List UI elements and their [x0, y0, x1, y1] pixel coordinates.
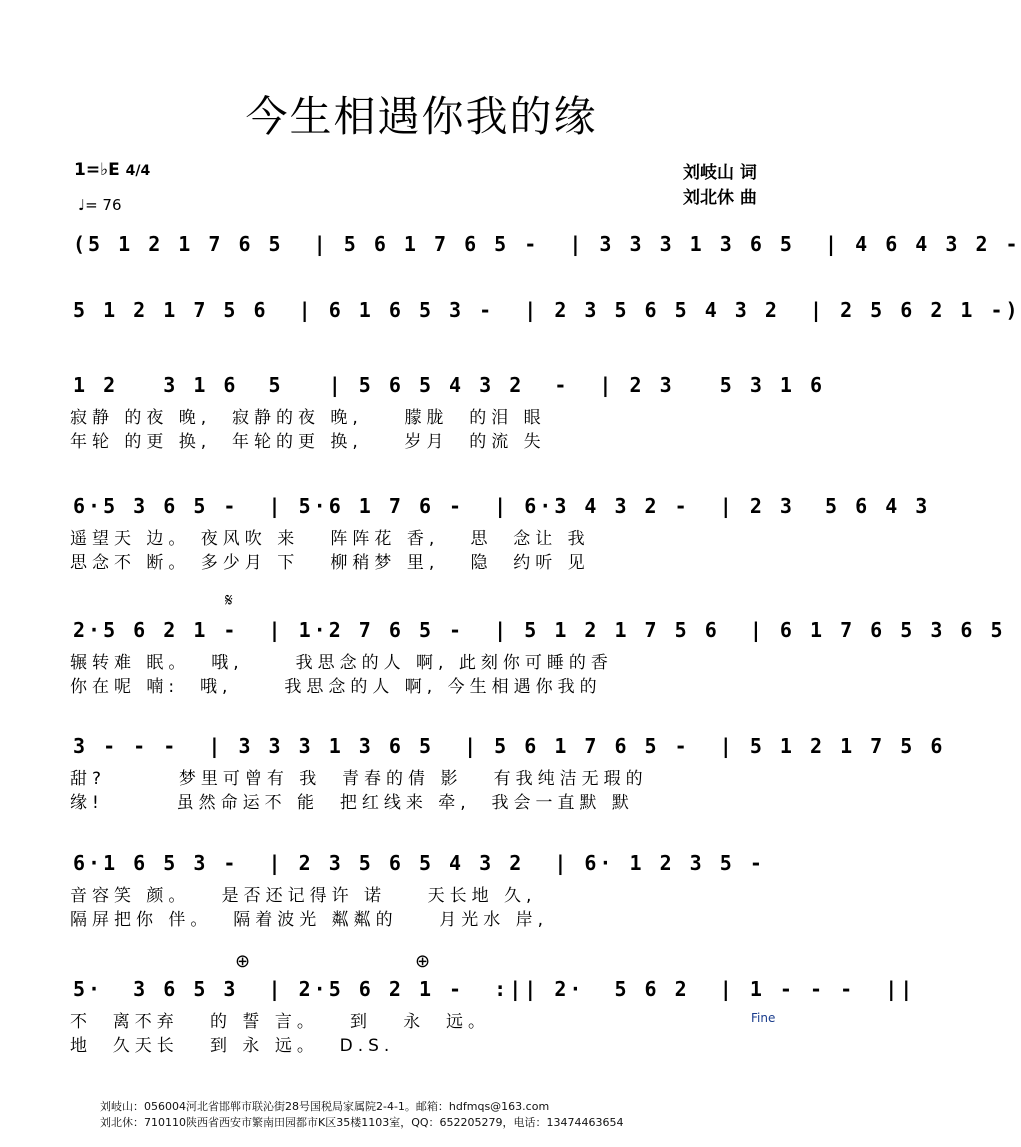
notes: 6·1 6 5 3 - | 2 3 5 6 5 4 3 2 | 6· 1 2 3 5 - — [73, 851, 765, 875]
lyrics-verse-2: 缘! 虽然命运不 能 把红线来 牵, 我会一直默 默 — [70, 793, 634, 813]
lyrics-verse-1: 寂静 的夜 晚, 寂静的夜 晚, 朦胧 的泪 眼 — [70, 408, 546, 428]
lyrics-verse-1: 不 离不弃 的 誓 言。 到 永 远。 — [70, 1012, 491, 1032]
footer-composer-address: 刘北休：710110陕西省西安市繁南田园都市K区35楼1103室，QQ：652205279，电话：13474463654 — [100, 1116, 624, 1129]
lyrics-verse-2: 你在呢 喃: 哦, 我思念的人 啊, 今生相遇你我的 — [70, 677, 602, 697]
score-line-7 — [65, 851, 785, 947]
score-line-6 — [65, 734, 946, 830]
notes: 5 1 2 1 7 5 6 | 6 1 6 5 3 - | 2 3 5 6 5 4 3 2 | 2 5 6 2 1 -) — [73, 298, 1021, 322]
lyrics-verse-1: 音容笑 颜。 是否还记得许 诺 天长地 久, — [70, 886, 537, 906]
song-title: 今生相遇你我的缘 — [245, 92, 598, 141]
notes: 5· 3 6 5 3 | 2·5 6 2 1 - :|| 2· 5 6 2 | 1 - - - || — [73, 977, 916, 1001]
notes: 1 2 3 1 6 5 | 5 6 5 4 3 2 - | 2 3 5 3 1 6 — [73, 373, 826, 397]
key-signature: 1=♭E 4/4 — [74, 160, 151, 180]
score-line-5 — [65, 590, 1006, 714]
score-line-3 — [65, 373, 826, 469]
lyrics-verse-2: 隔屏把你 伴。 隔着波光 粼粼的 月光水 岸, — [70, 910, 549, 930]
coda-icon: ⊕ — [415, 951, 431, 972]
segno-icon: 𝄋 — [225, 590, 233, 611]
lyrics-verse-1: 辗转难 眠。 哦, 我思念的人 啊, 此刻你可睡的香 — [70, 653, 613, 673]
coda-icon: ⊕ — [235, 951, 251, 972]
notes: 2·5 6 2 1 - | 1·2 7 6 5 - | 5 1 2 1 7 5 6 | 6 1 7 6 5 3 6 5 — [73, 618, 1006, 642]
score-line-8 — [65, 951, 916, 1073]
notes: 3 - - - | 3 3 3 1 3 6 5 | 5 6 1 7 6 5 - | 5 1 2 1 7 5 6 — [73, 734, 946, 758]
lyrics-verse-2: 年轮 的更 换, 年轮的更 换, 岁月 的流 失 — [70, 432, 546, 452]
score-line-4 — [65, 494, 931, 590]
lyrics-verse-2: 思念不 断。 多少月 下 柳稍梦 里, 隐 约听 见 — [70, 553, 590, 573]
lyrics-verse-1: 遥望天 边。 夜风吹 来 阵阵花 香, 思 念让 我 — [70, 529, 590, 549]
fine-marking: Fine — [751, 1011, 776, 1025]
lyricist-credit: 刘岐山 词 — [683, 163, 757, 183]
tempo-marking: ♩= 76 — [78, 196, 122, 214]
composer-credit: 刘北休 曲 — [683, 188, 757, 208]
notes: (5 1 2 1 7 6 5 | 5 6 1 7 6 5 - | 3 3 3 1 3 6 5 | 4 6 4 3 2 - — [73, 232, 1021, 256]
footer-lyricist-address: 刘岐山：056004河北省邯郸市联沁街28号国税局家属院2-4-1。邮箱：hdfmqs@163.com — [100, 1100, 550, 1113]
lyrics-verse-2: 地 久天长 到 永 远。 D.S. — [70, 1036, 395, 1056]
lyrics-verse-1: 甜? 梦里可曾有 我 青春的倩 影 有我纯洁无瑕的 — [70, 769, 648, 789]
notes: 6·5 3 6 5 - | 5·6 1 7 6 - | 6·3 4 3 2 - | 2 3 5 6 4 3 — [73, 494, 931, 518]
